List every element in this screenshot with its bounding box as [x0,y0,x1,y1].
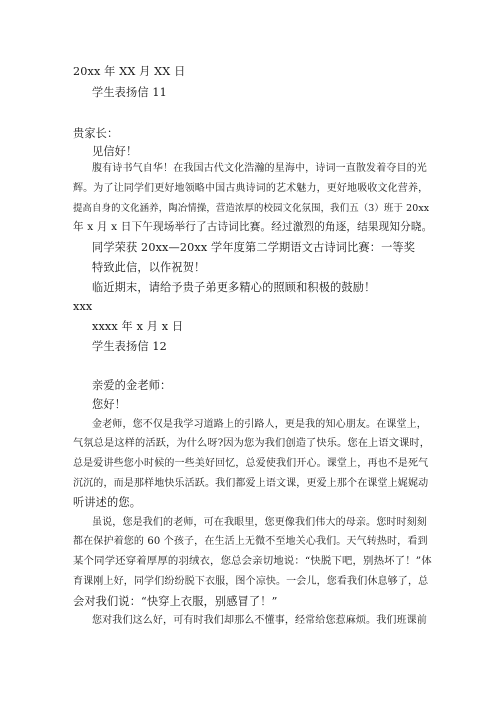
letter2-greeting: 您好！ [92,398,127,411]
letter2-title: 学生表扬信 12 [92,340,167,353]
letter2-para1-line: 听讲述的您。 [73,496,142,509]
letter2-para2-line: 育课刚上好，同学们纷纷脱下衣服，图个凉快。一会儿，您看我们休息够了，总 [73,576,429,587]
letter1-sign-date: xxxx 年 x 月 x 日 [92,320,184,333]
letter2-para1-line: 气氛总是这样的活跃，为什么呀?因为您为我们创造了快乐。您在上语文课时， [73,438,431,449]
letter1-para1-line: 腹有诗书气自华！在我国古代文化浩瀚的星海中，诗词一直散发着夺目的光 [92,163,427,174]
letter2-para1-line: 总是爱讲些您小时候的一些美好回忆，总爱使我们开心。课堂上，再也不是死气 [73,458,429,469]
letter1-para1-line: 提高自身的文化涵养，陶冶情操，营造浓厚的校园文化氛围，我们五（3）班于 20xx [73,203,430,214]
letter1-date: 20xx 年 XX 月 XX 日 [73,65,186,78]
letter1-signature: xxx [73,300,93,313]
letter1-para2: 同学荣获 20xx—20xx 学年度第二学期语文古诗词比赛：一等奖 [92,241,416,254]
letter1-greeting: 见信好！ [92,145,138,158]
letter2-para2-line: 某个同学还穿着厚厚的羽绒衣，您总会亲切地说：“快脱下吧，别热坏了！”体 [73,555,432,567]
letter1-para1-line: 辉。为了让同学们更好地领略中国古典诗词的艺术魅力，更好地吸收文化营养， [73,183,429,194]
letter2-para1-line: 金老师，您不仅是我学习道路上的引路人，更是我的知心朋友。在课堂上， [92,419,427,430]
letter1-salutation: 贵家长： [73,127,119,140]
letter2-para3-line: 您对我们这么好，可有时我们却那么不懂事，经常给您惹麻烦。我们班课前 [92,615,427,626]
letter1-para3: 特致此信，以作祝贺！ [92,261,206,274]
letter1-para4: 临近期末，请给予贵子弟更多精心的照顾和积极的鼓励！ [92,281,376,294]
letter2-para1-line: 沉沉的，而是那样地快乐活跃。我们都爱上语文课，更爱上那个在课堂上娓娓动 [73,478,429,489]
letter2-para2-line: 虽说，您是我们的老师，可在我眼里，您更像我们伟大的母亲。您时时刻刻 [92,517,427,528]
letter1-para1-line: 年 x 月 x 日下午现场举行了古诗词比赛。经过激烈的角逐，结果现知分晓。 [73,221,433,233]
letter2-salutation: 亲爱的金老师： [92,379,172,392]
letter1-title: 学生表扬信 11 [92,86,167,99]
letter2-para2-line: 会对我们说：“快穿上衣服，别感冒了！” [73,595,278,608]
letter2-para2-line: 都在保护着您的 60 个孩子，在生活上无微不至地关心我们。天气转热时，看到 [73,536,428,547]
